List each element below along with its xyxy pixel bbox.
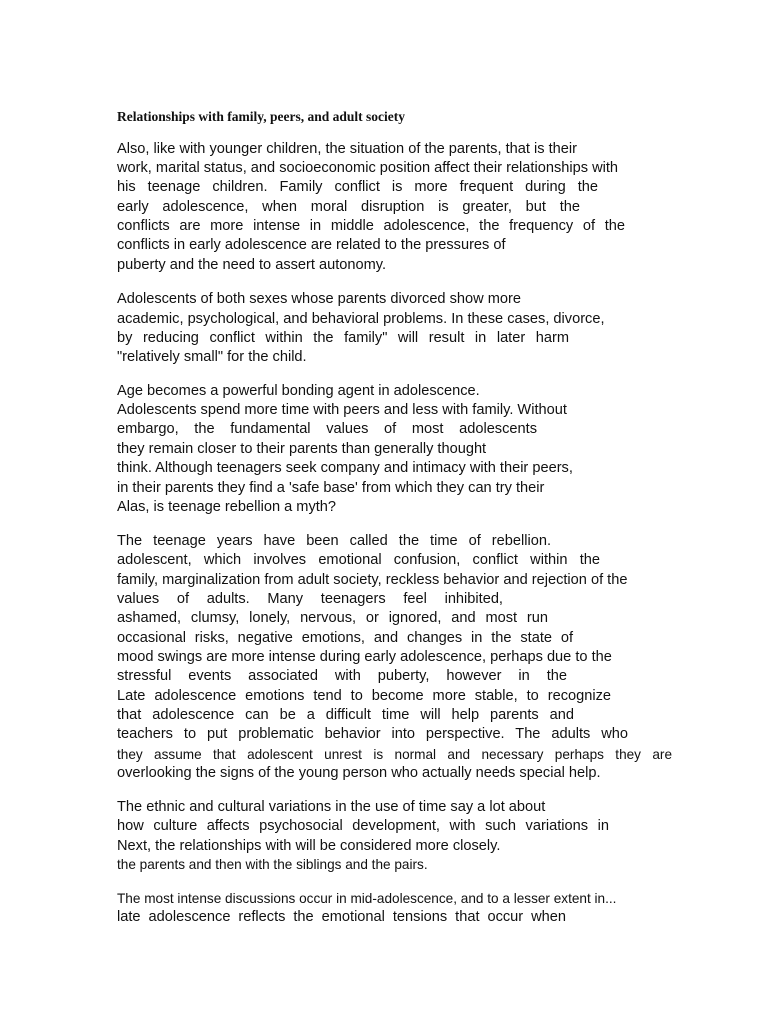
text-line: how culture affects psychosocial development, with such variations in — [117, 818, 609, 834]
text-line: Alas, is teenage rebellion a myth? — [117, 499, 337, 515]
text-line: conflicts in early adolescence are related to the pressures of — [117, 237, 506, 253]
text-line: they assume that adolescent unrest is normal and necessary perhaps they are — [117, 747, 672, 762]
text-line: Late adolescence emotions tend to become more stable, to recognize — [117, 688, 611, 704]
text-line: stressful events associated with puberty, however in the — [117, 668, 567, 684]
text-line: academic, psychological, and behavioral problems. In these cases, divorce, — [117, 311, 605, 327]
text-line: family, marginalization from adult society, reckless behavior and rejection of the — [117, 572, 628, 588]
text-line: Next, the relationships with will be considered more closely. — [117, 838, 501, 854]
text-line: they remain closer to their parents than generally thought — [117, 441, 487, 457]
text-line: late adolescence reflects the emotional tensions that occur when — [117, 909, 566, 925]
text-line: teachers to put problematic behavior into perspective. The adults who — [117, 726, 628, 742]
text-line: values of adults. Many teenagers feel inhibited, — [117, 591, 503, 607]
text-line: Adolescents of both sexes whose parents divorced show more — [117, 291, 521, 307]
text-line: The ethnic and cultural variations in the use of time say a lot about — [117, 799, 546, 815]
text-line: The teenage years have been called the time of rebellion. — [117, 533, 551, 549]
text-line: by reducing conflict within the family" will result in later harm — [117, 330, 569, 346]
text-line: embargo, the fundamental values of most adolescents — [117, 421, 537, 437]
text-line: work, marital status, and socioeconomic position affect their relationships with — [117, 160, 619, 176]
text-line: the parents and then with the siblings and the pairs. — [117, 857, 428, 872]
text-line: conflicts are more intense in middle adolescence, the frequency of the — [117, 218, 625, 234]
text-line: adolescent, which involves emotional confusion, conflict within the — [117, 552, 600, 568]
text-line: his teenage children. Family conflict is more frequent during the — [117, 179, 598, 195]
text-line: think. Although teenagers seek company and intimacy with their peers, — [117, 460, 573, 476]
text-line: that adolescence can be a difficult time will help parents and — [117, 707, 574, 723]
text-line: mood swings are more intense during early adolescence, perhaps due to the — [117, 649, 612, 665]
text-line: Adolescents spend more time with peers and less with family. Without — [117, 402, 567, 418]
text-line: The most intense discussions occur in mid-adolescence, and to a lesser extent in... — [117, 891, 617, 906]
text-line: early adolescence, when moral disruption is greater, but the — [117, 199, 580, 215]
text-line: puberty and the need to assert autonomy. — [117, 257, 387, 273]
section-heading: Relationships with family, peers, and adult society — [117, 109, 406, 124]
text-line: Also, like with younger children, the situation of the parents, that is their — [117, 141, 577, 157]
text-line: Age becomes a powerful bonding agent in adolescence. — [117, 383, 480, 399]
text-line: ashamed, clumsy, lonely, nervous, or ignored, and most run — [117, 610, 548, 626]
text-line: "relatively small" for the child. — [117, 349, 307, 365]
text-line: in their parents they find a 'safe base' from which they can try their — [117, 480, 545, 496]
text-line: occasional risks, negative emotions, and changes in the state of — [117, 630, 573, 646]
text-line: overlooking the signs of the young person who actually needs special help. — [117, 765, 601, 781]
